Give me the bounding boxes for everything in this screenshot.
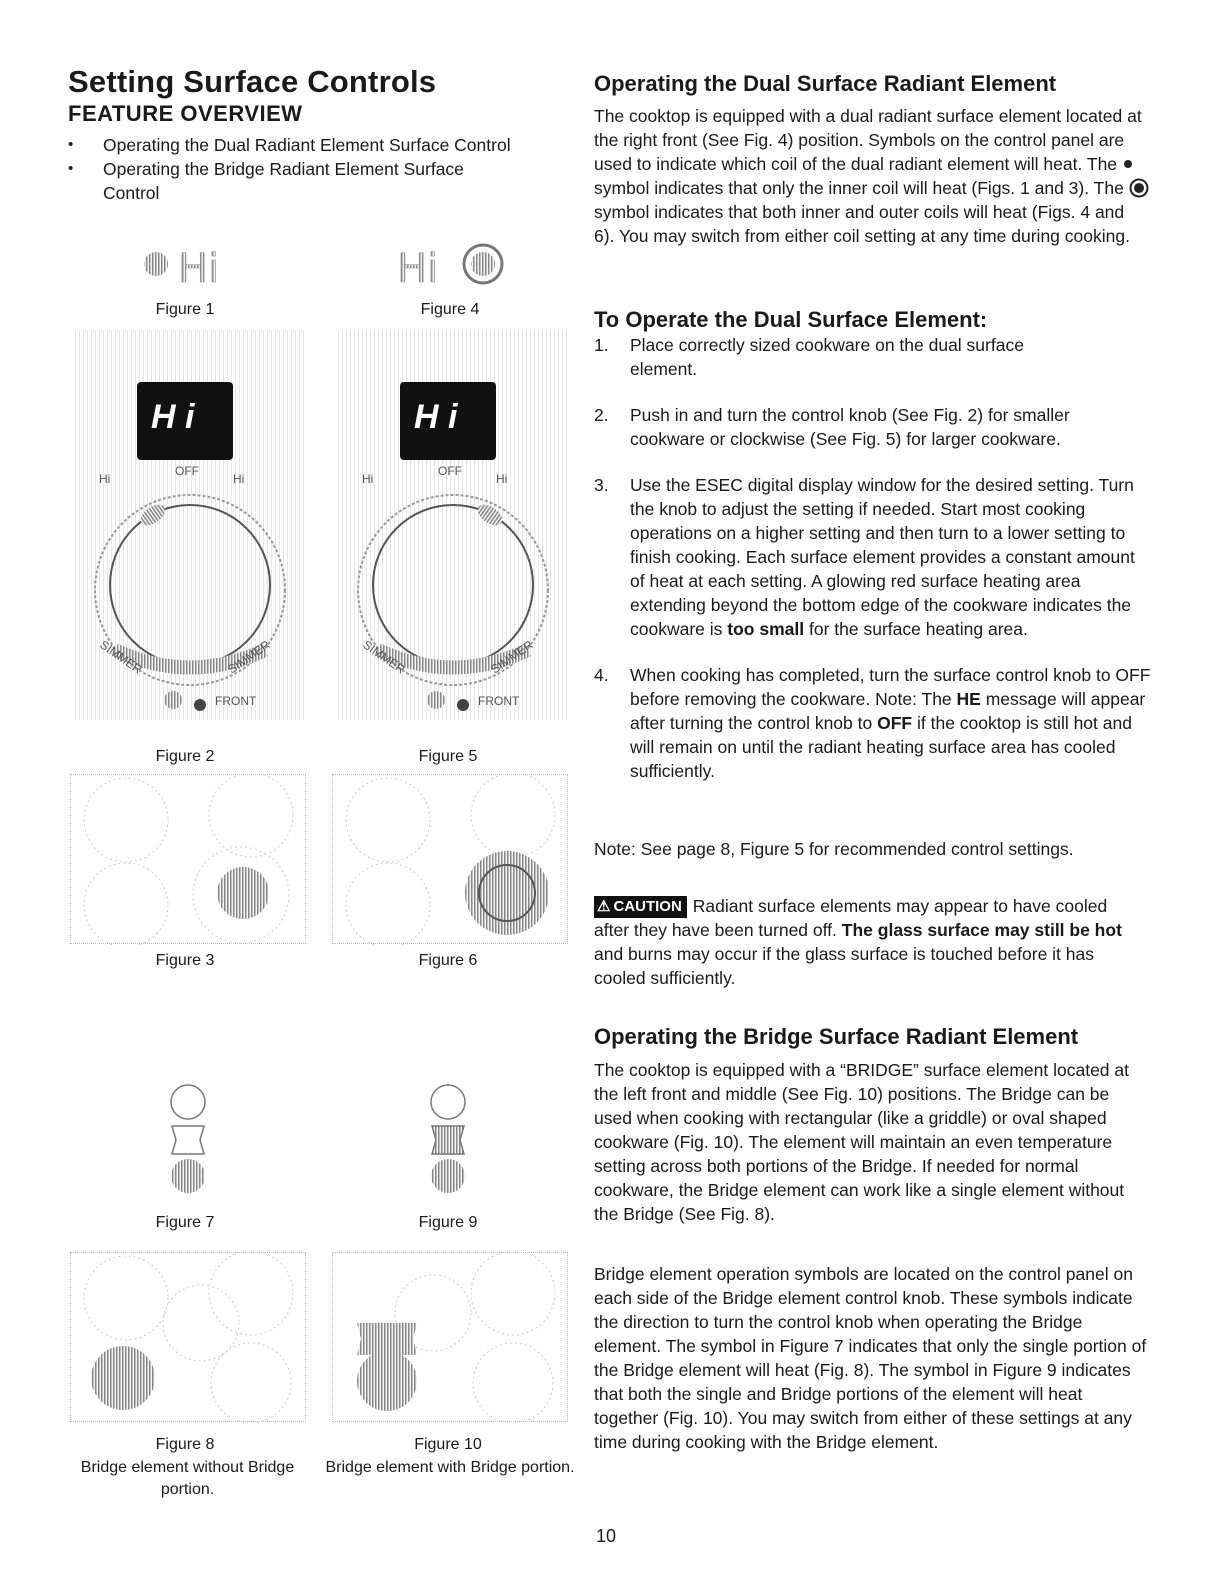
figure-8-caption: Figure 8 <box>155 1436 215 1453</box>
feature-overview-heading: FEATURE OVERVIEW <box>68 101 303 126</box>
hi-label: Hi <box>178 246 220 286</box>
inner-coil-symbol-icon <box>1122 158 1134 170</box>
feature-list <box>66 133 566 205</box>
hi-outer-label: Hi <box>496 472 508 486</box>
simmer-left-label: SIMMER <box>97 637 145 677</box>
figure-7-bridge-symbol <box>166 1082 210 1207</box>
hi-label: Hi <box>397 246 439 286</box>
hi-inner-label: Hi <box>99 472 111 486</box>
off-label: OFF <box>438 464 462 478</box>
figure-10-subcaption: Bridge element with Bridge portion. <box>325 1459 575 1476</box>
settings-note: Note: See page 8, Figure 5 for recommended control settings. <box>594 839 1074 859</box>
dual-section-heading: Operating the Dual Surface Radiant Element <box>594 71 1057 96</box>
dual-paragraph: The cooktop is equipped with a dual radiant surface element located at the right front (See Fig. 4) position. Symbols on the control panel are used to indicate which coil of the dual radiant element will heat. The symbol indicates that only the inner coil will heat (Figs. 1 and 3). The symbol indicates that both inner and outer coils will heat (Figs. 4 and 6). You may switch from either coil setting at any time during cooking. <box>594 104 1149 248</box>
page-title: Setting Surface Controls <box>68 64 437 99</box>
list-item: 2. Push in and turn the control knob (See Fig. 2) for smaller cookware or clockwise (See Fig. 5) for larger cookware. <box>594 405 1070 449</box>
hi-outer-label: Hi <box>233 472 245 486</box>
figure-2-control-panel <box>75 330 305 720</box>
figure-8-cooktop <box>70 1252 306 1422</box>
list-item: • Operating the Bridge Radiant Element Surface Control <box>66 157 523 205</box>
warning-icon: ⚠ <box>597 898 611 915</box>
front-label: FRONT <box>478 694 520 708</box>
figure-9-caption: Figure 9 <box>418 1214 478 1231</box>
bridge-paragraph-1: The cooktop is equipped with a “BRIDGE” surface element located at the left front and middle (See Fig. 10) positions. The Bridge can be used when cooking with rectangular (like a griddle) or oval shaped cookware (Fig. 10). The element will maintain an even temperature setting across both portions of the Bridge. If needed for normal cookware, the Bridge element can work like a single element without the Bridge (See Fig. 8). <box>594 1060 1129 1224</box>
list-item: 1. Place correctly sized cookware on the dual surface element. <box>594 335 1024 379</box>
figure-9-bridge-symbol <box>426 1082 470 1207</box>
dual-coil-symbol-icon <box>1129 178 1149 198</box>
figure-5-control-panel <box>338 330 568 720</box>
bridge-paragraph-2: Bridge element operation symbols are located on the control panel on each side of the Bridge element control knob. These symbols indicate the direction to turn the control knob when operating the Bridge element. The symbol in Figure 7 indicates that only the single portion of the Bridge element will heat (Fig. 8). The symbol in Figure 9 indicates that both the single and Bridge portions of the element will heat together (Fig. 10). You may switch from either of these settings at any time during cooking with the Bridge element. <box>594 1264 1147 1452</box>
simmer-left-label: SIMMER <box>360 637 408 677</box>
figure-5-caption: Figure 5 <box>418 748 478 765</box>
figure-6-caption: Figure 6 <box>418 952 478 969</box>
hi-inner-label: Hi <box>362 472 374 486</box>
list-item: 3. Use the ESEC digital display window for the desired setting. Turn the knob to adjust the setting if needed. Start most cooking operations on a higher setting and then turn to a lower setting to finish cooking. Each surface element provides a constant amount of heat at each setting. A glowing red surface heating area extending beyond the bottom edge of the cookware indicates the cookware is too small for the surface heating area. <box>594 475 1135 639</box>
figure-10-cooktop <box>332 1252 568 1422</box>
figure-2-caption: Figure 2 <box>155 748 215 765</box>
figure-3-caption: Figure 3 <box>155 952 215 969</box>
figure-4-symbol <box>395 238 515 291</box>
front-label: FRONT <box>215 694 257 708</box>
figure-8-subcaption: Bridge element without Bridge portion. <box>80 1459 295 1498</box>
figure-1-caption: Figure 1 <box>155 301 215 318</box>
list-item: 4. When cooking has completed, turn the surface control knob to OFF before removing the cookware. Note: The HE message will appear after turning the control knob to OFF if the cooktop is still hot and will remain on until the radiant heating surface area has cooled sufficiently. <box>594 665 1151 781</box>
figure-6-cooktop <box>332 774 568 944</box>
figure-10-caption: Figure 10 <box>414 1436 482 1453</box>
caution-badge: ⚠ CAUTION <box>594 896 687 918</box>
figure-1-symbol <box>140 238 260 291</box>
figure-7-caption: Figure 7 <box>155 1214 215 1231</box>
operate-steps <box>594 333 1151 783</box>
page-number: 10 <box>596 1526 617 1546</box>
off-label: OFF <box>175 464 199 478</box>
simmer-right-label: SIMMER <box>225 637 273 677</box>
caution-paragraph: ⚠ CAUTION Radiant surface elements may appear to have cooled after they have been turned off. The glass surface may still be hot and burns may occur if the glass surface is touched before it has cooled sufficiently. <box>594 896 1122 988</box>
simmer-right-label: SIMMER <box>488 637 536 677</box>
figure-4-caption: Figure 4 <box>420 301 480 318</box>
esec-display: H i <box>414 398 458 436</box>
operate-heading: To Operate the Dual Surface Element: <box>594 307 988 332</box>
list-item: • Operating the Dual Radiant Element Surface Control <box>66 133 566 157</box>
bridge-section-heading: Operating the Bridge Surface Radiant Element <box>594 1024 1079 1049</box>
esec-display: H i <box>151 398 195 436</box>
figure-3-cooktop <box>70 774 306 944</box>
